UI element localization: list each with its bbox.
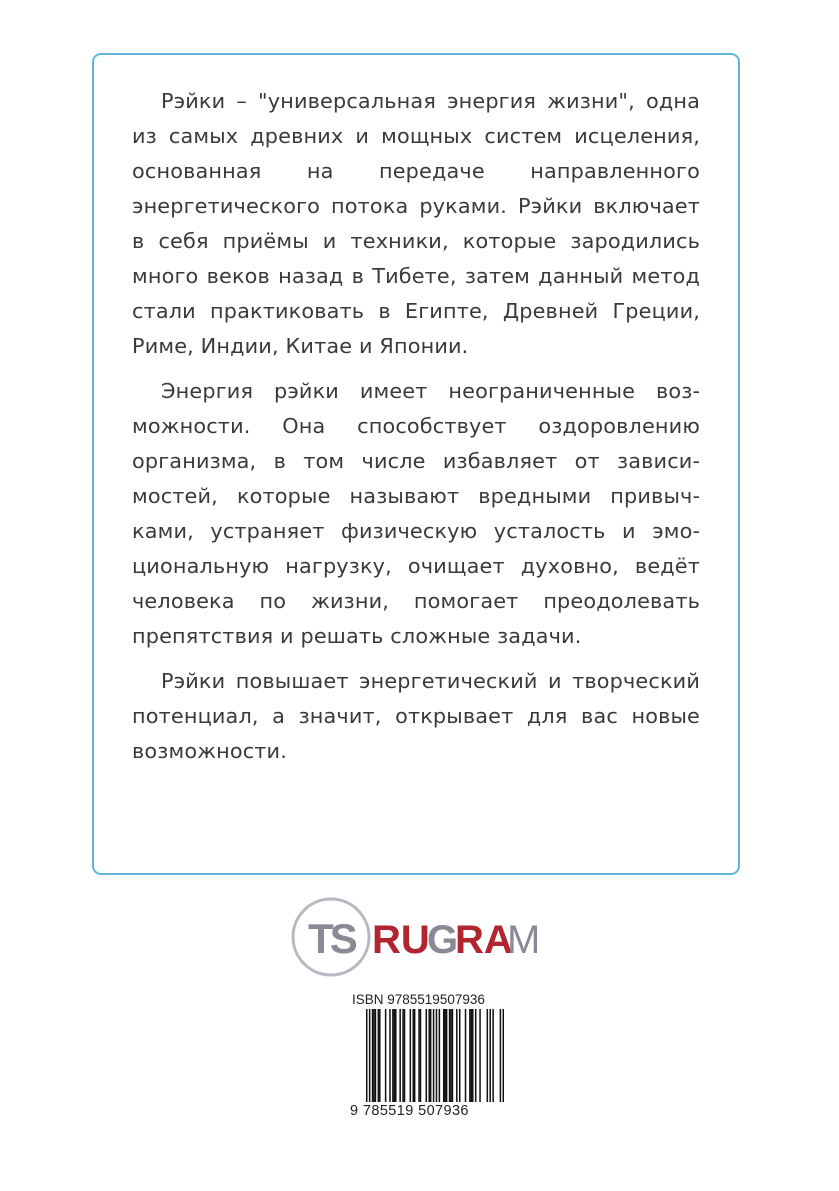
barcode-bar xyxy=(492,1009,494,1102)
barcode-bar xyxy=(452,1009,454,1102)
barcode-bar xyxy=(389,1009,391,1102)
barcode-bar xyxy=(410,1009,412,1102)
barcode-bar xyxy=(471,1009,473,1102)
barcode-bar xyxy=(414,1009,416,1102)
isbn-barcode xyxy=(350,992,504,1128)
barcode-bar xyxy=(444,1009,446,1102)
isbn-label: ISBN 9785519507936 xyxy=(352,992,485,1007)
barcode-bar xyxy=(450,1009,452,1102)
description-paragraph-3: Рэйки повышает энергетический и творческий потенциал, а значит, открывает для вас новые возможности. xyxy=(132,669,700,763)
barcode-bar xyxy=(465,1009,467,1102)
barcode-bar xyxy=(395,1009,397,1102)
barcode-bar xyxy=(402,1009,404,1102)
barcode-bar xyxy=(399,1009,401,1102)
barcode-bar xyxy=(436,1009,438,1113)
barcode-bar xyxy=(420,1009,422,1102)
barcode-bar xyxy=(475,1009,477,1102)
logo-part-ra: RA xyxy=(455,918,513,962)
barcode-bar xyxy=(469,1009,471,1102)
barcode-bar xyxy=(456,1009,458,1102)
barcode-bar xyxy=(392,1009,394,1102)
publisher-logo xyxy=(289,895,541,979)
logo-part-g: G xyxy=(427,918,459,962)
barcode-digits: 9 785519 507936 xyxy=(350,1102,504,1120)
barcode-bar xyxy=(479,1009,481,1102)
barcode-bar xyxy=(369,1009,371,1113)
barcode-bar xyxy=(426,1009,428,1102)
logo-part-ru: RU xyxy=(372,918,430,962)
barcode-bar xyxy=(430,1009,432,1102)
barcode-bar xyxy=(500,1009,502,1113)
logo-monogram: TS xyxy=(308,915,354,962)
barcode-bar xyxy=(443,1009,445,1102)
barcode-bar xyxy=(394,1009,396,1102)
barcode-bar xyxy=(404,1009,406,1102)
barcode-bar xyxy=(372,1009,374,1102)
description-paragraph-2: Энергия рэйки имеет неограниченные возможности. Она способствует оздоровлению организма, в том числе избавляет от зависимостей, которые называют вредными привычками, устраняет физическую усталость и эмоциональную нагрузку, очищает духовно, ведёт человека по жизни, помогает преодолевать препятствия и решать сложные задачи. xyxy=(132,379,700,648)
barcode-bar xyxy=(433,1009,435,1113)
barcode-bar xyxy=(459,1009,461,1102)
barcode-bar xyxy=(412,1009,414,1102)
barcode-bar xyxy=(439,1009,441,1102)
barcode-bar xyxy=(503,1009,504,1113)
description-paragraph-1: Рэйки – "универсальная энергия жизни", одна из самых древних и мощных систем исцеления, основанная на передаче направленного энергетического потока руками. Рэйки включает в себя приёмы и техники, которые зародились много веков назад в Тибете, затем данный метод стали практиковать в Египте, Древней Греции, Риме, Индии, Китае и Японии. xyxy=(132,89,700,358)
barcode-bar xyxy=(378,1009,380,1102)
barcode-bar xyxy=(487,1009,489,1102)
barcode-bar xyxy=(418,1009,420,1102)
barcode-bar xyxy=(373,1009,375,1102)
barcode-bar xyxy=(489,1009,491,1102)
barcode-bar xyxy=(385,1009,387,1102)
barcode-bar xyxy=(379,1009,381,1102)
barcode-bars xyxy=(350,1009,504,1113)
barcode-bar xyxy=(375,1009,377,1102)
barcode-bar xyxy=(472,1009,474,1102)
barcode-bar xyxy=(366,1009,368,1113)
logo-part-m: M xyxy=(507,918,541,962)
barcode-bar xyxy=(446,1009,448,1102)
barcode-bar xyxy=(428,1009,430,1102)
description-frame xyxy=(92,53,740,875)
barcode-bar xyxy=(449,1009,451,1102)
